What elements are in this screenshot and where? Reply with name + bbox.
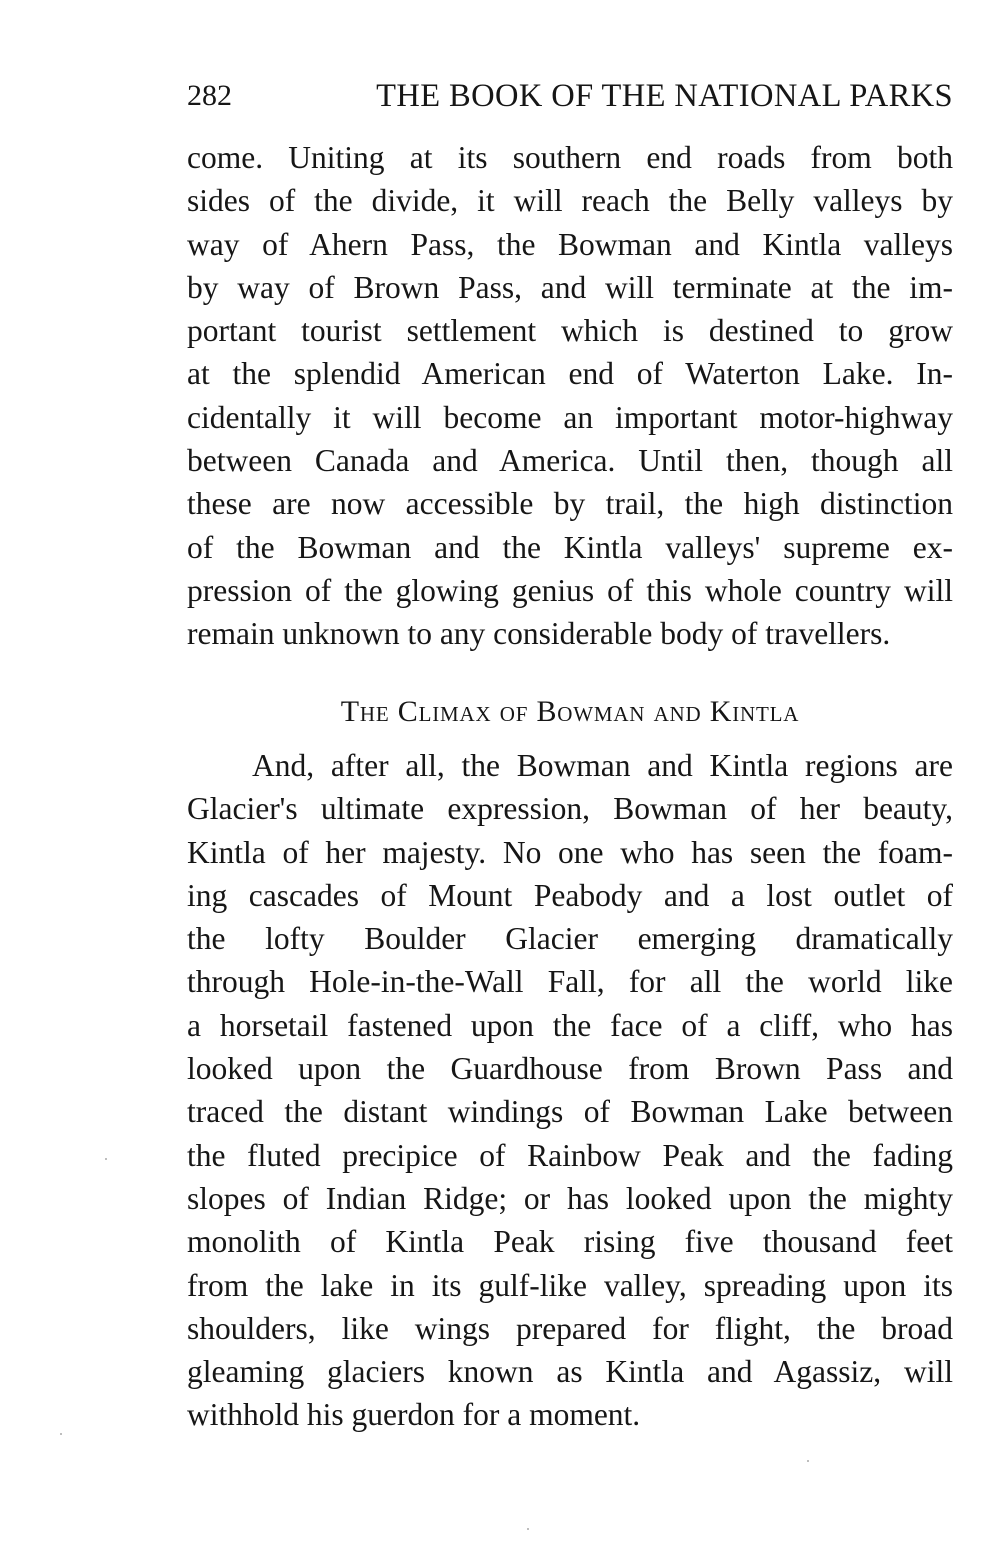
scan-speck [807,1460,809,1462]
text-line: a horsetail fastened upon the face of a cliff, who has [187,1007,953,1043]
text-line: gleaming glaciers known as Kintla and Agassiz, will [187,1354,953,1390]
text-line: at the splendid American end of Waterton Lake. In- [187,356,953,392]
text-line: way of Ahern Pass, the Bowman and Kintla valleys [187,226,953,262]
text-line: shoulders, like wings prepared for flight, the broad [187,1310,953,1346]
paragraph-2 [187,744,953,1437]
text-line: sides of the divide, it will reach the Belly valleys by [187,183,953,219]
running-head [187,74,953,118]
running-head-title: THE BOOK OF THE NATIONAL PARKS [376,78,953,114]
scan-speck [105,1158,107,1160]
text-line: Glacier's ultimate expression, Bowman of her beauty, [187,791,953,827]
text-line: monolith of Kintla Peak rising five thousand feet [187,1224,953,1260]
section-heading: The Climax of Bowman and Kintla [340,695,800,728]
page-number: 282 [187,79,232,112]
text-line: And, after all, the Bowman and Kintla regions are [252,748,953,783]
paragraph-1 [187,136,953,656]
text-line: remain unknown to any considerable body of travellers. [187,616,891,652]
text-line: slopes of Indian Ridge; or has looked upon the mighty [187,1180,953,1216]
text-line: by way of Brown Pass, and will terminate at the im- [187,269,953,305]
text-line: these are now accessible by trail, the high distinction [187,486,953,522]
text-line: portant tourist settlement which is destined to grow [187,313,953,349]
scan-speck [527,1528,529,1530]
text-line: ing cascades of Mount Peabody and a lost outlet of [187,877,953,913]
text-line: pression of the glowing genius of this whole country will [187,572,953,608]
text-line: the fluted precipice of Rainbow Peak and the fading [187,1137,953,1173]
text-line: from the lake in its gulf-like valley, spreading upon its [187,1267,953,1303]
text-line: the lofty Boulder Glacier emerging dramatically [187,921,953,957]
scan-speck [60,1433,62,1435]
text-line: cidentally it will become an important motor-highway [187,399,953,435]
text-line: of the Bowman and the Kintla valleys' supreme ex- [187,529,953,565]
text-line: looked upon the Guardhouse from Brown Pass and [187,1051,953,1087]
text-line: come. Uniting at its southern end roads from both [187,140,953,175]
text-line: Kintla of her majesty. No one who has seen the foam- [187,834,953,870]
text-line: traced the distant windings of Bowman Lake between [187,1094,953,1130]
text-line: withhold his guerdon for a moment. [187,1397,641,1433]
text-line: through Hole-in-the-Wall Fall, for all the world like [187,964,953,1000]
text-line: between Canada and America. Until then, though all [187,443,953,479]
